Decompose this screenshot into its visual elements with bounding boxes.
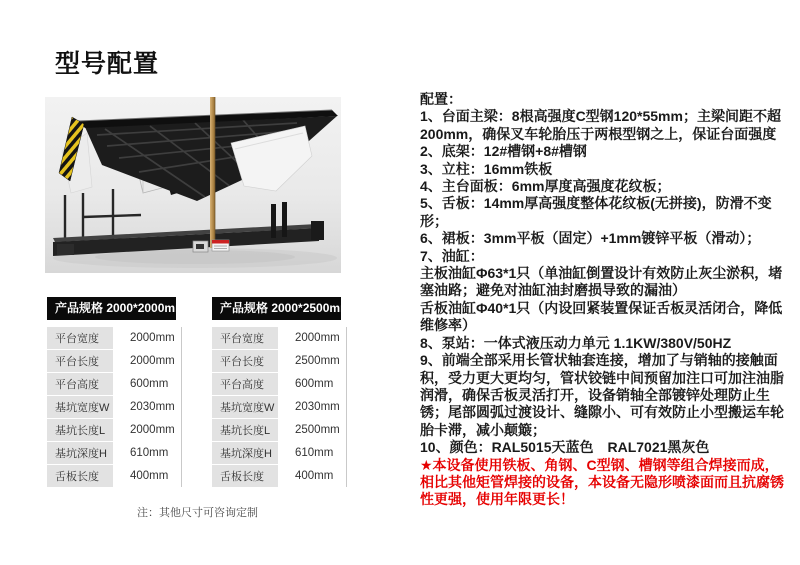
table-row xyxy=(212,396,346,418)
row-value: 2000mm xyxy=(113,350,181,372)
spec-table-2000x2500 xyxy=(212,297,351,488)
row-value: 2500mm xyxy=(278,350,346,372)
table-row xyxy=(47,419,181,441)
spec-table-header: 产品规格 2000*2000mm xyxy=(47,297,176,320)
page-title: 型号配置 xyxy=(55,50,160,78)
config-item: 主板油缸Φ63*1只（单油缸倒置设计有效防止灰尘淤积，堵塞油路；避免对油缸油封磨损导致的漏油） xyxy=(420,265,783,299)
row-label: 平台长度 xyxy=(212,350,278,372)
row-value: 2030mm xyxy=(278,396,346,418)
spec-table-header: 产品规格 2000*2500mm xyxy=(212,297,341,320)
dock-leveler-illustration xyxy=(45,97,341,273)
config-item: 1、台面主梁：8根高强度C型钢120*55mm；主梁间距不超200mm，确保叉车轮胎压于两根型钢之上，保证台面强度 xyxy=(420,108,781,142)
product-render-dock-leveler xyxy=(45,97,341,273)
table-row xyxy=(212,465,346,487)
table-row xyxy=(212,327,346,349)
row-value: 2000mm xyxy=(113,327,181,349)
row-label: 基坑长度L xyxy=(47,419,113,441)
config-item: 4、主台面板：6mm厚度高强度花纹板； xyxy=(420,178,671,195)
config-item: 2、底架：12#槽钢+8#槽钢 xyxy=(420,143,587,160)
row-value: 600mm xyxy=(113,373,181,395)
row-value: 400mm xyxy=(113,465,181,487)
config-item: 5、舌板：14mm厚高强度整体花纹板(无拼接)，防滑不变形； xyxy=(420,195,772,229)
spec-table-2000x2000 xyxy=(47,297,186,488)
table-row xyxy=(212,350,346,372)
config-heading: 配置： xyxy=(420,91,462,107)
custom-size-note: 注：其他尺寸可咨询定制 xyxy=(137,507,258,519)
spec-table-rows xyxy=(47,327,182,487)
row-label: 平台高度 xyxy=(47,373,113,395)
config-item: 10、颜色：RAL5015天蓝色 RAL7021黑灰色 xyxy=(420,439,710,456)
row-label: 舌板长度 xyxy=(47,465,113,487)
config-item: 9、前端全部采用长管状轴套连接，增加了与销轴的接触面积，受力更大更均匀，管状铰链中间预留加注口可加注油脂润滑，确保舌板灵活打开，设备销轴全部镀锌处理防止生锈；尾部圆弧过渡设计、缝隙小、可有效防止小型搬运车轮胎卡滞，减小颠簸； xyxy=(420,352,784,438)
row-value: 610mm xyxy=(278,442,346,464)
row-value: 2000mm xyxy=(278,327,346,349)
table-row xyxy=(47,442,181,464)
row-label: 基坑深度H xyxy=(212,442,278,464)
row-label: 基坑宽度W xyxy=(212,396,278,418)
spec-table-rows xyxy=(212,327,347,487)
config-item: 8、泵站：一体式液压动力单元 1.1KW/380V/50HZ xyxy=(420,334,732,351)
table-row xyxy=(47,465,181,487)
row-value: 600mm xyxy=(278,373,346,395)
config-item: 3、立柱：16mm铁板 xyxy=(420,160,553,177)
row-label: 平台长度 xyxy=(47,350,113,372)
configuration-list xyxy=(420,91,784,509)
vertical-pole xyxy=(210,97,215,248)
table-row xyxy=(47,350,181,372)
row-label: 平台高度 xyxy=(212,373,278,395)
row-label: 基坑宽度W xyxy=(47,396,113,418)
table-row xyxy=(212,373,346,395)
row-label: 基坑深度H xyxy=(47,442,113,464)
table-row xyxy=(47,327,181,349)
config-item: 舌板油缸Φ40*1只（内设回紧装置保证舌板灵活闭合，降低维修率） xyxy=(420,299,783,334)
row-value: 2000mm xyxy=(113,419,181,441)
table-row xyxy=(47,396,181,418)
row-value: 2500mm xyxy=(278,419,346,441)
row-value: 610mm xyxy=(113,442,181,464)
row-value: 400mm xyxy=(278,465,346,487)
config-item: 6、裙板：3mm平板（固定）+1mm镀锌平板（滑动）； xyxy=(420,230,761,247)
table-row xyxy=(47,373,181,395)
table-row xyxy=(212,419,346,441)
table-row xyxy=(212,442,346,464)
row-label: 基坑长度L xyxy=(212,419,278,441)
config-item: 7、油缸： xyxy=(420,247,484,264)
row-label: 平台宽度 xyxy=(212,327,278,349)
row-label: 舌板长度 xyxy=(212,465,278,487)
config-warning-text: ★本设备使用铁板、角钢、C型钢、槽钢等组合焊接而成，相比其他矩管焊接的设备，本设备无隐形喷漆面而且抗腐锈性更强，使用年限更长！ xyxy=(420,456,784,508)
row-label: 平台宽度 xyxy=(47,327,113,349)
row-value: 2030mm xyxy=(113,396,181,418)
